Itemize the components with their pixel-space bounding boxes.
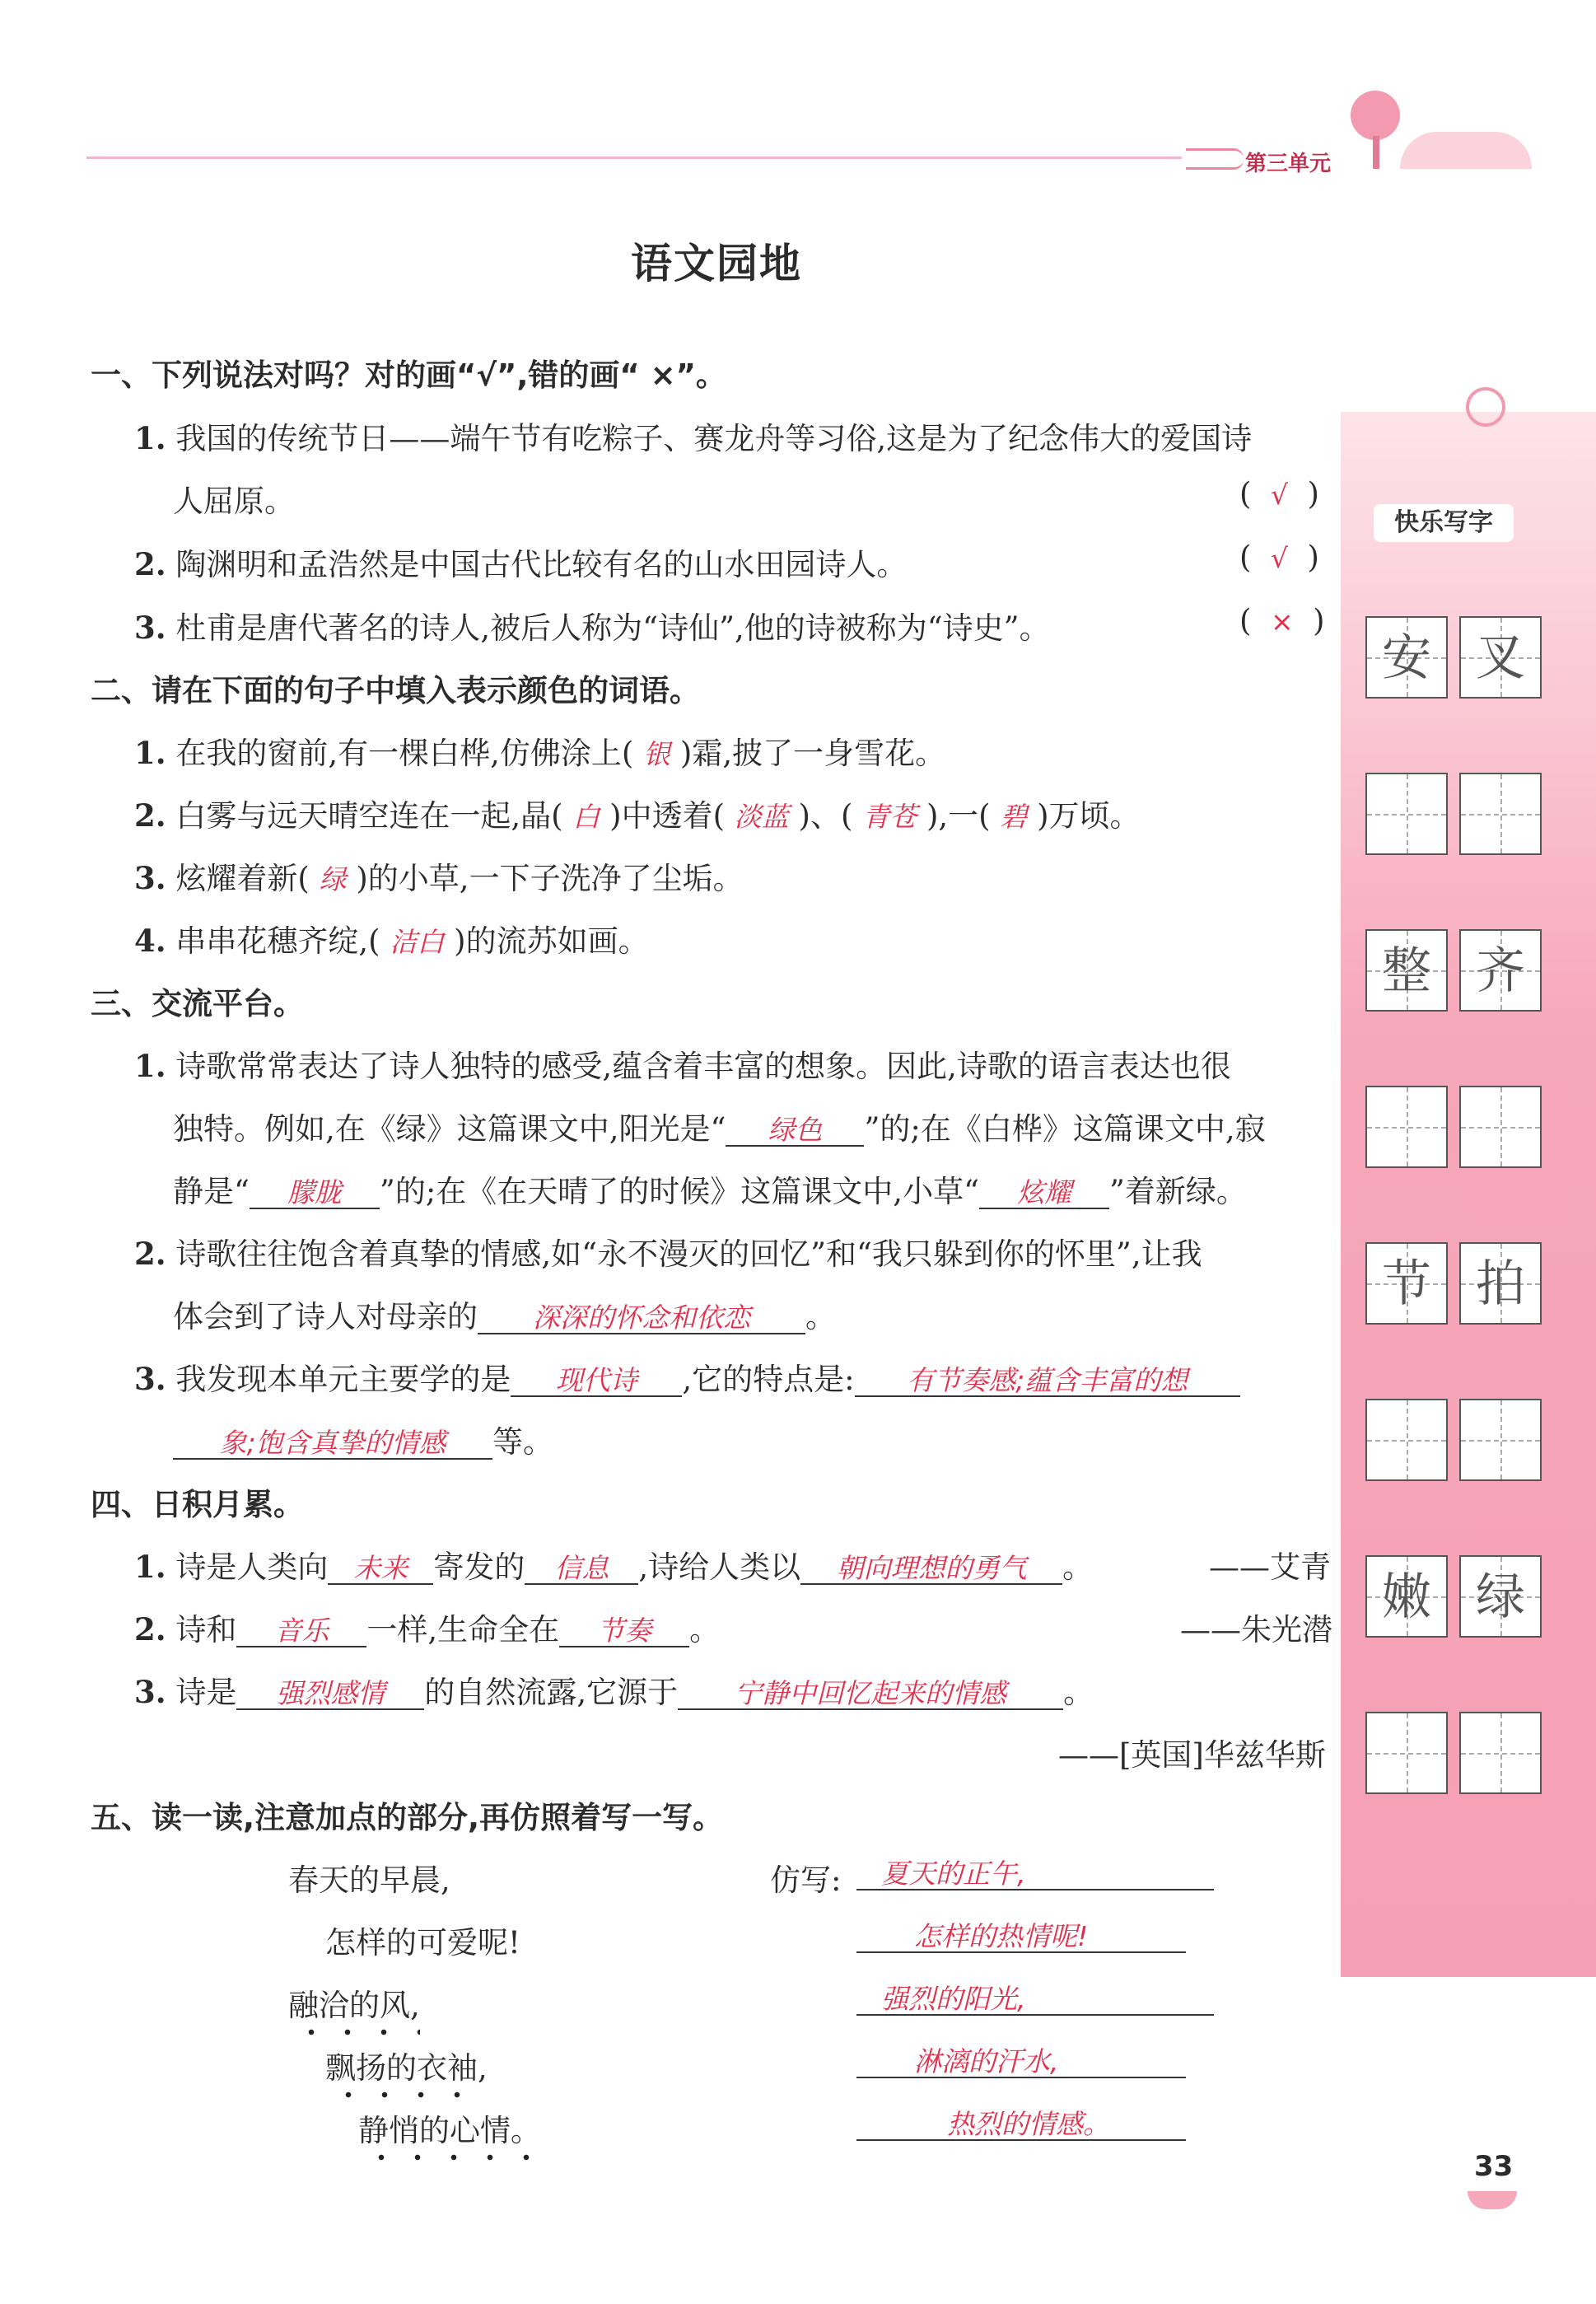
answer: 淡蓝	[734, 801, 789, 833]
s1-item-1-line-1	[134, 414, 1252, 458]
text-segment: )万顷。	[1037, 798, 1141, 834]
header-rule	[86, 157, 1182, 159]
answer-blank: 未来	[328, 1554, 433, 1585]
answer-blank: 深深的怀念和依恋	[478, 1303, 805, 1334]
answer-blank: 音乐	[236, 1616, 366, 1647]
text-segment: 诗歌往往饱含着真挚的情感,如“永不漫灭的回忆”和“我只躲到你的怀里”,让我	[175, 1236, 1202, 1272]
text-segment: 诗歌常常表达了诗人独特的感受,蕴含着丰富的想象。因此,诗歌的语言表达也很	[175, 1049, 1231, 1084]
s4-author-2: ——朱光潜	[1180, 1612, 1332, 1647]
s4-author-3: ——[英国]华兹华斯	[1058, 1737, 1326, 1773]
section-1-heading: 一、下列说法对吗？对的画“√”,错的画“ ×”。	[91, 358, 726, 393]
text-segment: 寄发的	[433, 1549, 525, 1585]
s2-item-2	[134, 791, 1141, 835]
imitate-line-2	[856, 1918, 1186, 1953]
text-segment: 。	[805, 1299, 836, 1334]
s4-author-1: ——艾青	[1209, 1549, 1331, 1585]
text-segment: )的小草,一下子洗净了尘垢。	[356, 861, 744, 896]
answer-blank: 节奏	[559, 1616, 689, 1647]
text-segment: 诗是	[175, 1675, 237, 1710]
answer: 碧	[1000, 801, 1028, 833]
writing-grid-cell[interactable]	[1365, 929, 1448, 1012]
answer-blank: 朝向理想的勇气	[800, 1554, 1062, 1585]
answer-blank: 朦胧	[250, 1178, 380, 1209]
answer-blank: 象;饱含真挚的情感	[173, 1428, 492, 1460]
answer-blank: 宁静中回忆起来的情感	[678, 1679, 1063, 1710]
answer-blank: 怎样的热情呢!	[856, 1922, 1186, 1953]
writing-grid-cell[interactable]	[1459, 773, 1542, 855]
imitate-line-4	[856, 2043, 1186, 2078]
answer-blank: 绿色	[726, 1115, 864, 1147]
text-segment: )中透着(	[609, 798, 726, 834]
poem-line-5: 静悄的心情。	[358, 2105, 541, 2161]
s3-item-1-line-1	[134, 1041, 1231, 1086]
writing-grid-cell[interactable]	[1459, 1399, 1542, 1481]
item-number: 4.	[134, 923, 166, 959]
text-segment: 等。	[492, 1424, 553, 1460]
text-segment: 静是“	[173, 1174, 250, 1209]
grid-char	[1367, 1087, 1446, 1166]
item-number: 1.	[134, 1048, 166, 1084]
writing-grid-cell[interactable]	[1365, 1712, 1448, 1794]
writing-grid-cell[interactable]	[1365, 1399, 1448, 1481]
grid-char: 整	[1382, 942, 1431, 1000]
writing-grid-cell[interactable]	[1459, 616, 1542, 699]
tree-trunk-icon	[1373, 136, 1379, 169]
writing-grid-cell[interactable]	[1365, 1555, 1448, 1638]
imitate-line-1	[856, 1855, 1214, 1890]
text-segment: 我发现本单元主要学的是	[175, 1362, 511, 1397]
answer-blank: 信息	[525, 1554, 638, 1585]
s2-item-4	[134, 916, 649, 960]
item-number: 2.	[134, 797, 166, 834]
text-segment: 诗是人类向	[175, 1549, 329, 1585]
text-segment: ),一(	[926, 798, 991, 834]
text-segment: ”着新绿。	[1108, 1174, 1247, 1209]
header-ribbon	[1186, 148, 1244, 170]
imitate-label: 仿写:	[770, 1862, 842, 1898]
item-number: 3.	[134, 1361, 166, 1397]
answer-blank: 炫耀	[979, 1178, 1109, 1209]
answer: 银	[643, 738, 671, 770]
section-2-heading: 二、请在下面的句子中填入表示颜色的词语。	[91, 673, 700, 708]
grid-char: 节	[1382, 1255, 1431, 1313]
grid-char	[1461, 1713, 1540, 1792]
poem-line-3: 融洽的风,	[288, 1980, 420, 2036]
page-number: 33	[1474, 2150, 1514, 2183]
poem-line-4: 飘扬的衣袖,	[325, 2043, 488, 2099]
text-segment: ,它的特点是:	[682, 1362, 855, 1397]
writing-grid-cell[interactable]	[1365, 1086, 1448, 1168]
text-segment: 在我的窗前,有一棵白桦,仿佛涂上(	[175, 736, 634, 771]
page-title: 语文园地	[631, 240, 802, 287]
item-number: 1.	[134, 1549, 166, 1585]
grid-char	[1367, 1713, 1446, 1792]
text-segment: )的流苏如画。	[454, 923, 649, 959]
s1-item-1-line-2: 人屈原。	[173, 484, 295, 519]
item-number: 2.	[134, 1236, 166, 1272]
imitate-line-5	[856, 2105, 1186, 2141]
answer-blank: 现代诗	[511, 1366, 682, 1397]
grid-char	[1461, 1087, 1540, 1166]
grid-char: 绿	[1476, 1568, 1525, 1626]
sun-icon	[1466, 387, 1505, 427]
answer-blank: 有节奏感;蕴含丰富的想	[855, 1366, 1240, 1397]
tree-icon	[1351, 91, 1400, 140]
s3-item-2-line-1	[134, 1229, 1202, 1274]
writing-grid-cell[interactable]	[1365, 773, 1448, 855]
s3-item-1-line-2	[173, 1104, 1266, 1148]
answer-mark: √	[1270, 542, 1288, 574]
item-text: 杜甫是唐代著名的诗人,被后人称为“诗仙”,他的诗被称为“诗史”。	[175, 610, 1050, 646]
hill-icon	[1400, 132, 1532, 169]
text-segment: 。	[689, 1612, 721, 1647]
item-number: 2.	[134, 546, 166, 582]
grid-char	[1367, 1400, 1446, 1479]
s3-item-2-line-2	[173, 1292, 836, 1336]
sidebar-label: 快乐写字	[1374, 504, 1514, 542]
poem-line-2: 怎样的可爱呢!	[325, 1925, 520, 1961]
grid-char: 拍	[1476, 1255, 1525, 1313]
answer-blank: 夏天的正午,	[856, 1859, 1214, 1890]
answer-mark: √	[1270, 479, 1288, 511]
text-segment: )、(	[798, 798, 853, 834]
s1-item-3	[134, 603, 1050, 647]
text-segment: 诗和	[175, 1612, 237, 1647]
text-segment: 体会到了诗人对母亲的	[173, 1299, 478, 1334]
section-5-heading: 五、读一读,注意加点的部分,再仿照着写一写。	[91, 1800, 724, 1835]
grid-char	[1461, 774, 1540, 853]
s2-item-1	[134, 728, 945, 773]
text-segment: ,诗给人类以	[638, 1549, 801, 1585]
s3-item-3-line-1	[134, 1354, 1240, 1399]
text-segment: )霜,披了一身雪花。	[679, 736, 946, 771]
lotus-icon	[1468, 2191, 1517, 2209]
section-4-heading: 四、日积月累。	[91, 1487, 304, 1522]
s3-item-1-line-3	[173, 1166, 1247, 1211]
text-segment: ”的;在《在天晴了的时候》这篇课文中,小草“	[379, 1174, 979, 1209]
item-number: 2.	[134, 1611, 166, 1647]
s1-item-2	[134, 540, 907, 584]
s4-item-2	[134, 1605, 720, 1649]
writing-grid-cell[interactable]	[1459, 1555, 1542, 1638]
item-number: 3.	[134, 860, 166, 896]
poem-line-1: 春天的早晨,	[288, 1862, 450, 1898]
text-segment: ”的;在《白桦》这篇课文中,寂	[864, 1111, 1266, 1147]
text-segment: 一样,生命全在	[366, 1612, 560, 1647]
unit-label: 第三单元	[1245, 152, 1332, 176]
answer-blank: 淋漓的汗水,	[856, 2047, 1186, 2078]
grid-char	[1367, 774, 1446, 853]
s1-answer-3: ( × )	[1239, 603, 1325, 638]
grid-char: 嫩	[1382, 1568, 1431, 1626]
writing-grid-cell[interactable]	[1365, 1242, 1448, 1325]
section-3-heading: 三、交流平台。	[91, 986, 304, 1021]
writing-grid-cell[interactable]	[1459, 1712, 1542, 1794]
s1-answer-2: ( √ )	[1239, 540, 1319, 575]
s4-item-3	[134, 1667, 1094, 1712]
text-segment: 炫耀着新(	[175, 861, 310, 896]
writing-grid-cell[interactable]	[1365, 616, 1448, 699]
item-number: 1.	[134, 735, 166, 771]
grid-char: 齐	[1476, 942, 1525, 1000]
writing-grid-cell[interactable]	[1459, 929, 1542, 1012]
s3-item-3-line-2	[173, 1417, 553, 1461]
imitate-line-3	[856, 1980, 1214, 2016]
text-segment: 。	[1063, 1675, 1094, 1710]
text-segment: 串串花穗齐绽,(	[175, 923, 380, 959]
grid-char	[1461, 1400, 1540, 1479]
writing-grid-cell[interactable]	[1459, 1086, 1542, 1168]
s1-answer-1: ( √ )	[1239, 476, 1319, 512]
item-number: 3.	[134, 610, 166, 646]
item-text: 我国的传统节日——端午节有吃粽子、赛龙舟等习俗,这是为了纪念伟大的爱国诗	[175, 421, 1253, 456]
answer-blank: 强烈感情	[236, 1679, 424, 1710]
answer: 青苍	[862, 801, 917, 833]
s2-item-3	[134, 853, 744, 898]
text-segment: 。	[1062, 1549, 1094, 1585]
s4-item-1	[134, 1542, 1093, 1587]
grid-char: 叉	[1476, 629, 1525, 687]
answer: 洁白	[390, 926, 445, 958]
answer: 绿	[319, 863, 347, 895]
writing-grid-cell[interactable]	[1459, 1242, 1542, 1325]
text-segment: 独特。例如,在《绿》这篇课文中,阳光是“	[173, 1111, 726, 1147]
text-segment: 的自然流露,它源于	[424, 1675, 679, 1710]
text-segment: 白雾与远天晴空连在一起,晶(	[175, 798, 563, 834]
item-number: 3.	[134, 1674, 166, 1710]
item-text: 陶渊明和孟浩然是中国古代比较有名的山水田园诗人。	[175, 547, 908, 582]
item-number: 1.	[134, 420, 166, 456]
answer-mark: ×	[1270, 605, 1294, 638]
answer-blank: 强烈的阳光,	[856, 1984, 1214, 2016]
answer: 白	[572, 801, 600, 833]
answer-blank: 热烈的情感。	[856, 2110, 1186, 2141]
grid-char: 安	[1382, 629, 1431, 687]
